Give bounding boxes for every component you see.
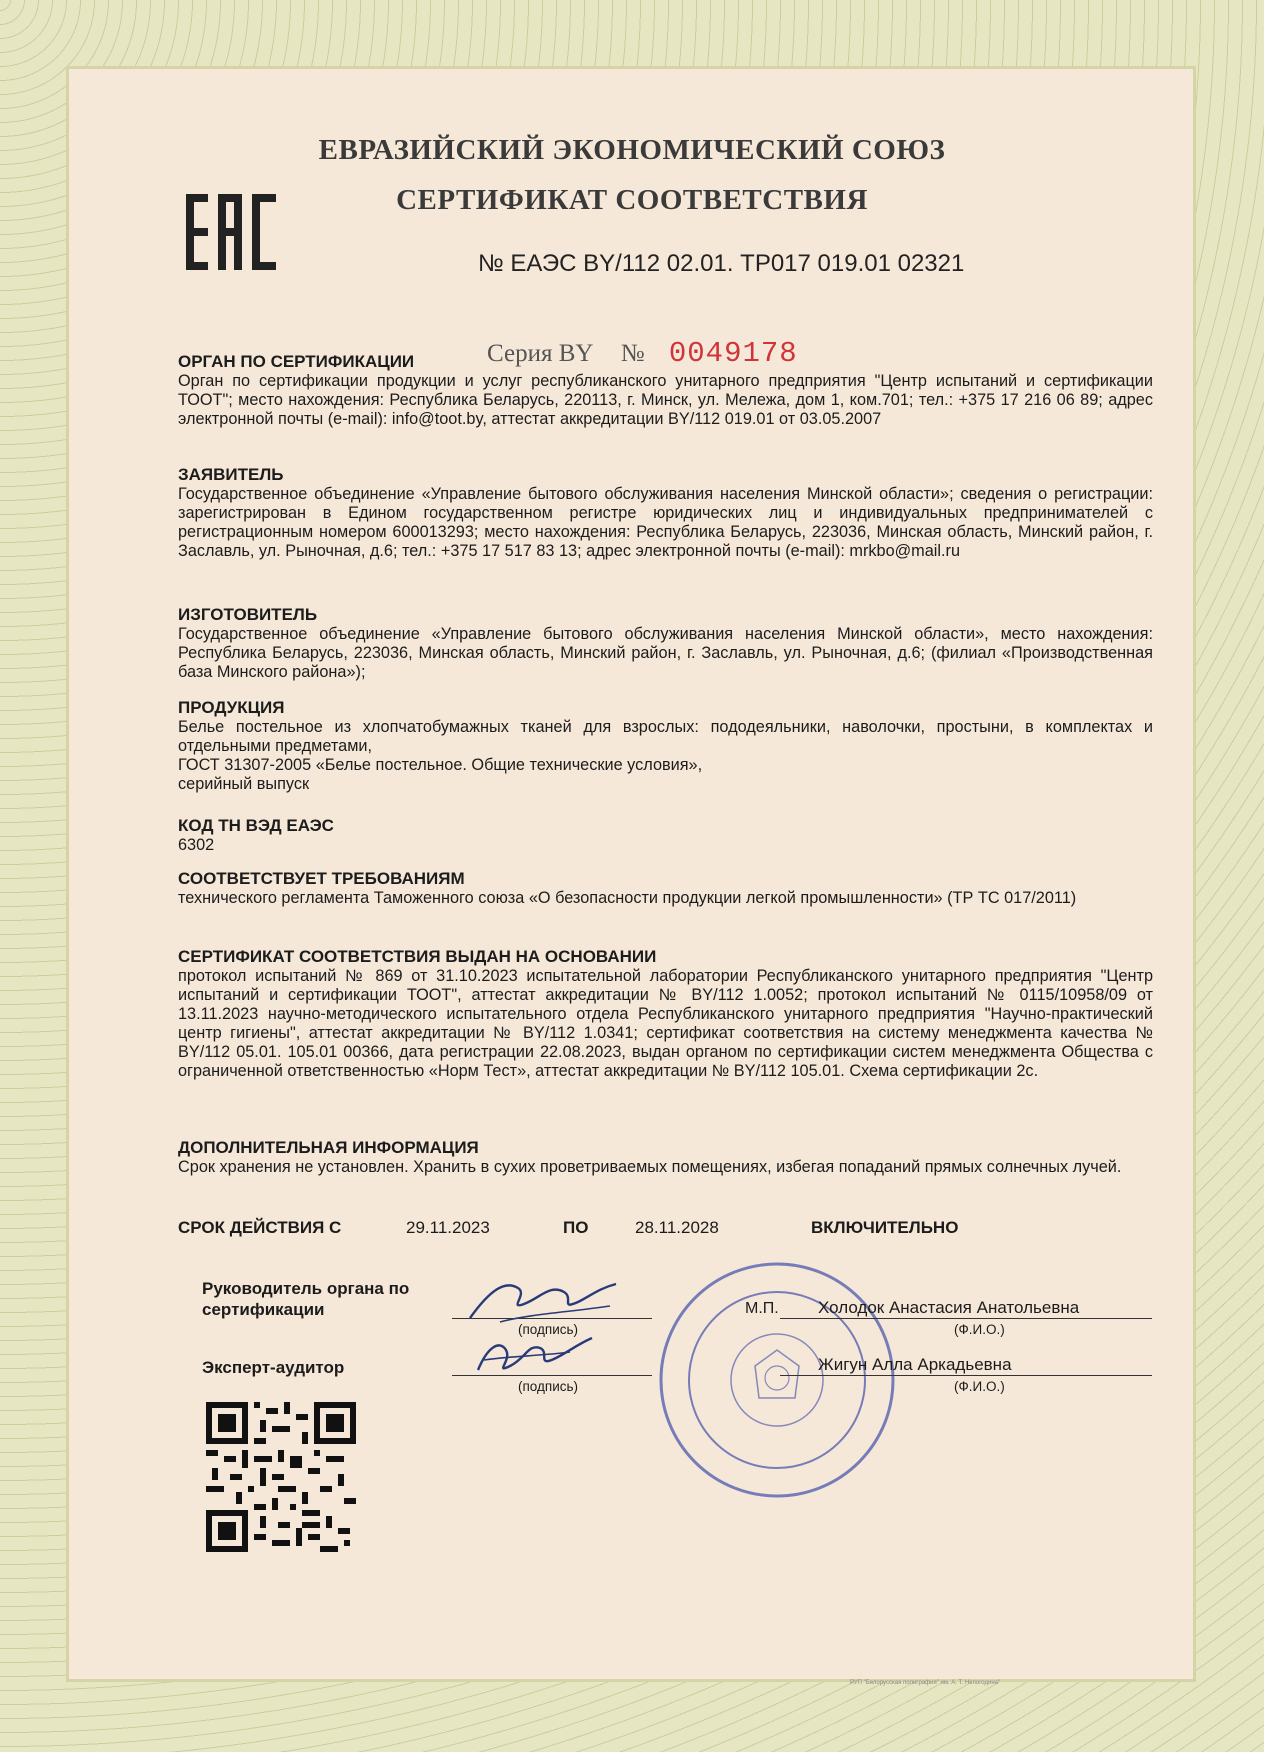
expert-label: Эксперт-аудитор — [202, 1358, 345, 1377]
product-gost: ГОСТ 31307-2005 «Белье постельное. Общие технические условия», — [178, 756, 703, 774]
head-signature-caption: (подпись) — [518, 1322, 579, 1337]
section-product — [178, 698, 1153, 794]
validity-from-date: 29.11.2023 — [406, 1218, 490, 1237]
product-release: серийный выпуск — [178, 775, 310, 793]
section-hs-code — [178, 816, 1153, 855]
stamp-place-label: М.П. — [745, 1300, 779, 1317]
expert-signature — [470, 1326, 600, 1386]
series-no-sign: № — [620, 340, 645, 367]
section-title: КОД ТН ВЭД ЕАЭС — [178, 816, 334, 835]
validity-to-label: ПО — [563, 1218, 589, 1237]
section-title: ПРОДУКЦИЯ — [178, 698, 285, 717]
section-text: технического регламента Таможенного союза «О безопасности продукции легкой промышленности» (ТР ТС 017/2011) — [178, 889, 1077, 907]
qr-code — [206, 1402, 356, 1552]
expert-name-line — [780, 1375, 1152, 1376]
head-label-line-2: сертификации — [202, 1300, 325, 1319]
head-fio-caption: (Ф.И.О.) — [954, 1322, 1005, 1337]
section-additional-info — [178, 1138, 1153, 1177]
union-title: ЕВРАЗИЙСКИЙ ЭКОНОМИЧЕСКИЙ СОЮЗ — [318, 134, 946, 166]
section-text: 6302 — [178, 836, 215, 854]
section-text: Орган по сертификации продукции и услуг республиканского унитарного предприятия "Центр испытаний и сертификации ТООТ"; место нахождения: Республика Беларусь, 220113, г. Минск, ул. Мележа, дом 1, ком.701; тел.: +375 17 216 06 89; адрес электронной почты (e-mail): info@toot.by, аттестат аккредитации BY/112 019.01 от 03.05.2007 — [178, 372, 1153, 428]
head-signature — [460, 1270, 630, 1330]
section-title: СЕРТИФИКАТ СООТВЕТСТВИЯ ВЫДАН НА ОСНОВАНИИ — [178, 947, 657, 966]
validity-to-date: 28.11.2028 — [635, 1218, 719, 1237]
section-title: ОРГАН ПО СЕРТИФИКАЦИИ — [178, 352, 415, 371]
head-name: Холодок Анастасия Анатольевна — [818, 1298, 1080, 1317]
section-title: ИЗГОТОВИТЕЛЬ — [178, 605, 318, 624]
head-name-line — [780, 1318, 1152, 1319]
head-label — [202, 1278, 409, 1320]
section-manufacturer — [178, 605, 1153, 682]
validity-inclusive: ВКЛЮЧИТЕЛЬНО — [811, 1218, 959, 1237]
series-label: Серия BY — [487, 340, 593, 367]
section-text: Срок хранения не установлен. Хранить в сухих проветриваемых помещениях, избегая попаданий прямых солнечных лучей. — [178, 1158, 1122, 1176]
expert-fio-caption: (Ф.И.О.) — [954, 1379, 1005, 1394]
expert-name: Жигун Алла Аркадьевна — [818, 1355, 1012, 1374]
section-text: Государственное объединение «Управление бытового обслуживания населения Минской области», место нахождения: Республика Беларусь, 223036, Минская область, Минский район, г. Заславль, ул. Рыночная, д.6; (филиал «Производственная база Минского района»); — [178, 625, 1153, 681]
round-stamp — [655, 1258, 899, 1502]
validity-from-label: СРОК ДЕЙСТВИЯ С — [178, 1218, 342, 1237]
section-complies — [178, 869, 1153, 908]
section-title: ДОПОЛНИТЕЛЬНАЯ ИНФОРМАЦИЯ — [178, 1138, 479, 1157]
series-number: 0049178 — [668, 337, 798, 370]
section-basis — [178, 947, 1153, 1081]
expert-signature-caption: (подпись) — [518, 1379, 579, 1394]
section-text: Белье постельное из хлопчатобумажных тканей для взрослых: пододеяльники, наволочки, простыни, в комплектах и отдельными предметами, — [178, 718, 1153, 755]
printer-note: РУП "Белорусская полиграфия" им. А. Т. Непогодина" — [850, 1680, 1001, 1686]
section-applicant — [178, 465, 1153, 561]
certificate-number: № ЕАЭС BY/112 02.01. ТР017 019.01 02321 — [478, 250, 965, 277]
section-text: Государственное объединение «Управление бытового обслуживания населения Минской области»; сведения о регистрации: зарегистрирован в Едином государственном регистре юридических лиц и индивидуальных предпринимателей с регистрационным номером 600013293; место нахождения: Республика Беларусь, 223036, Минская область, Минский район, г. Заславль, ул. Рыночная, д.6; тел.: +375 17 517 83 13; адрес электронной почты (e-mail): mrkbo@mail.ru — [178, 485, 1153, 560]
certificate-title: СЕРТИФИКАТ СООТВЕТСТВИЯ — [396, 184, 868, 216]
section-title: СООТВЕТСТВУЕТ ТРЕБОВАНИЯМ — [178, 869, 465, 888]
section-title: ЗАЯВИТЕЛЬ — [178, 465, 284, 484]
head-label-line-1: Руководитель органа по — [202, 1279, 410, 1298]
section-text: протокол испытаний № 869 от 31.10.2023 испытательной лаборатории Республиканского унитарного предприятия "Центр испытаний и сертификации ТООТ", аттестат аккредитации № BY/112 1.0052; протокол испытаний № 0115/10958/09 от 13.11.2023 научно-методического испытательного отдела Республиканского унитарного предприятия "Научно-практический центр гигиены", аттестат аккредитации № BY/112 1.0341; сертификат соответствия на систему менеджмента качества № BY/112 05.01. 105.01 00366, дата регистрации 22.08.2023, выдан органом по сертификации систем менеджмента Общества с ограниченной ответственностью «Норм Тест», аттестат аккредитации № BY/112 105.01. Схема сертификации 2с. — [178, 967, 1153, 1080]
section-certification-body — [178, 352, 1153, 429]
